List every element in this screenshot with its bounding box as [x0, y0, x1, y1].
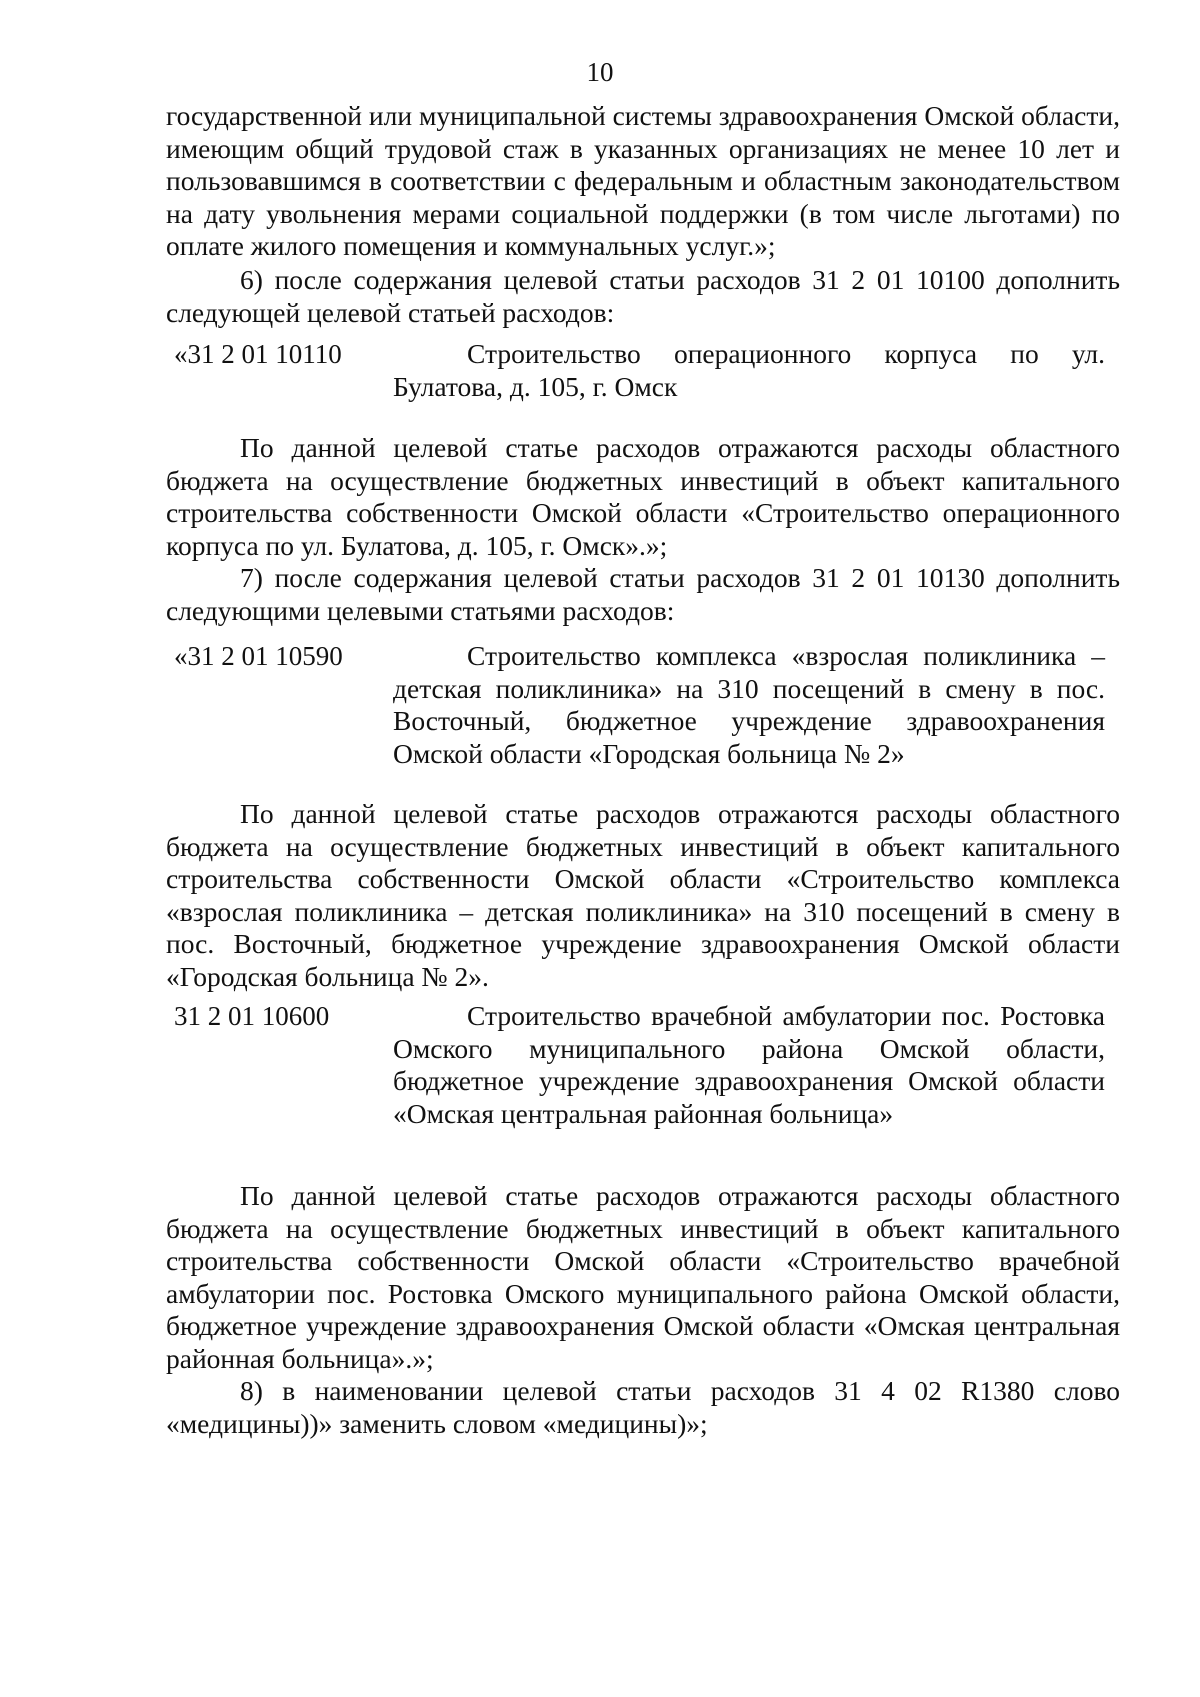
- target-article-code: «31 2 01 10590: [174, 641, 343, 671]
- item-6-paragraph: 6) после содержания целевой статьи расходов 31 2 01 10100 дополнить следующей целевой статьей расходов:: [166, 264, 1120, 328]
- page-number: 10: [586, 57, 614, 87]
- target-article-code: 31 2 01 10600: [174, 1001, 330, 1031]
- target-article-title: Строительство комплекса «взрослая поликлиника – детская поликлиника» на 310 посещений в смену в пос. Восточный, бюджетное учреждение здравоохранения Омской области «Городская больница № 2»: [393, 640, 1105, 769]
- intro-paragraph: государственной или муниципальной системы здравоохранения Омской области, имеющим общий трудовой стаж в указанных организациях не менее 10 лет и пользовавшимся в соответствии с федеральным и областным законодательством на дату увольнения мерами социальной поддержки (в том числе льготами) по оплате жилого помещения и коммунальных услуг.»;: [166, 100, 1120, 262]
- target-article-title: Строительство врачебной амбулатории пос. Ростовка Омского муниципального района Омской области, бюджетное учреждение здравоохранения Омской области «Омская центральная районная больница»: [393, 1000, 1105, 1129]
- target-article-title: Строительство операционного корпуса по ул. Булатова, д. 105, г. Омск: [393, 338, 1105, 402]
- target-article-explanation: По данной целевой статье расходов отражаются расходы областного бюджета на осуществление бюджетных инвестиций в объект капитального строительства собственности Омской области «Строительство операционного корпуса по ул. Булатова, д. 105, г. Омск».»;: [166, 432, 1120, 561]
- target-article-explanation: По данной целевой статье расходов отражаются расходы областного бюджета на осуществление бюджетных инвестиций в объект капитального строительства собственности Омской области «Строительство комплекса «взрослая поликлиника – детская поликлиника» на 310 посещений в смену в пос. Восточный, бюджетное учреждение здравоохранения Омской области «Городская больница № 2».: [166, 798, 1120, 992]
- target-article-code: «31 2 01 10110: [174, 339, 342, 369]
- target-article-explanation: По данной целевой статье расходов отражаются расходы областного бюджета на осуществление бюджетных инвестиций в объект капитального строительства собственности Омской области «Строительство врачебной амбулатории пос. Ростовка Омского муниципального района Омской области, бюджетное учреждение здравоохранения Омской области «Омская центральная районная больница».»;: [166, 1180, 1120, 1374]
- item-8-paragraph: 8) в наименовании целевой статьи расходов 31 4 02 R1380 слово «медицины))» заменить словом «медицины)»;: [166, 1375, 1120, 1439]
- item-7-paragraph: 7) после содержания целевой статьи расходов 31 2 01 10130 дополнить следующими целевыми статьями расходов:: [166, 562, 1120, 626]
